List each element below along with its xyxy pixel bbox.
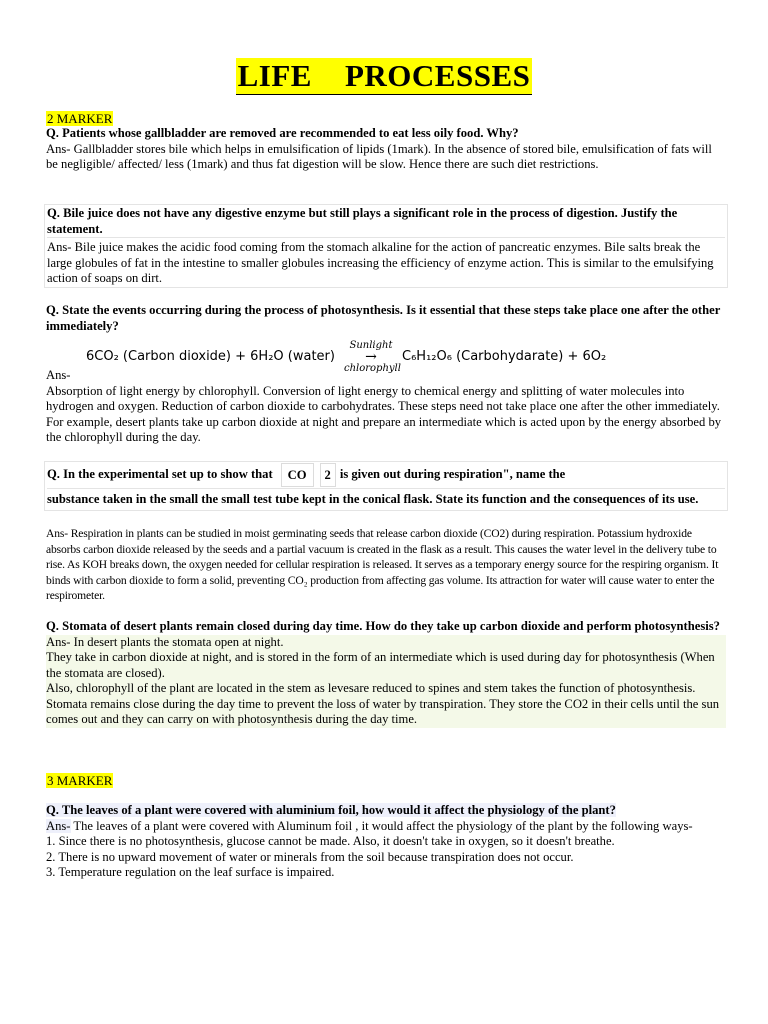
- equation-condition-top: Sunlight: [349, 340, 393, 351]
- answer-text: Absorption of light energy by chlorophyll. Conversion of light energy to chemical energy and splitting of water molecules into hydrogen and oxygen. Reduction of carbon dioxide to carbohydrates. These steps need not take place one after the other immediately. For example, desert plants take up carbon dioxide at night and prepare an intermediate which is acted upon by the energy absorbed by the chlorophyll during the day.: [46, 383, 722, 444]
- question-block-6: [46, 803, 726, 881]
- question-text-mid: is given out during respiration", name the: [339, 467, 566, 482]
- table-cell-subscript: 2: [320, 463, 336, 487]
- question-text: Q. Bile juice does not have any digestive enzyme but still plays a significant role in the process of digestion. Justify the statement.: [47, 206, 678, 236]
- answer-line: Ans- In desert plants the stomata open at night.: [46, 635, 726, 651]
- question-block-2: [44, 204, 728, 288]
- answer-line: Also, chlorophyll of the plant are located in the stem as levesare reduced to spines and stem takes the function of photosynthesis.: [46, 681, 726, 697]
- answer-line: Stomata remains close during the day time to prevent the loss of water by transpiration. They store the CO2 in their cells until the sun comes out and they can carry on with photosynthesis during the day time.: [46, 697, 726, 728]
- question-block-4: [44, 461, 728, 511]
- question-block-1: [46, 126, 726, 173]
- question-text: Q. The leaves of a plant were covered with aluminium foil, how would it affect the physiology of the plant?: [46, 803, 616, 817]
- answer-text: Ans- Gallbladder stores bile which helps in emulsification of lipids (1mark). In the absence of stored bile, emulsification of fats will be negligible/ affected/ less (1mark) and thus fat digestion will be slow. Hence there are such diet restrictions.: [46, 141, 712, 171]
- question-text: Q. Stomata of desert plants remain closed during day time. How do they take up carbon dioxide and perform photosynthesis?: [46, 619, 720, 633]
- list-item: 1. Since there is no photosynthesis, glucose cannot be made. Also, it doesn't take in oxygen, so it doesn't breathe.: [46, 834, 615, 848]
- answer-text: Ans- Respiration in plants can be studied in moist germinating seeds that release carbon dioxide (CO2) during respiration. Potassium hydroxide absorbs carbon dioxide released by the seeds and a partial vacuum is created in the flask as a result. This causes the water level in the delivery tube to rise. As KOH breaks down, the oxygen needed for cellular respiration is released. It serves as a temporary energy source for the respiring organism. It binds with carbon dioxide to form a solid, preventing CO₂ production from affecting gas volume. Its attraction for water will cause water to enter the respirometer.: [46, 527, 719, 602]
- question-line: [47, 462, 725, 488]
- equation-products: C₆H₁₂O₆ (Carbohydarate) + 6O₂: [402, 349, 607, 364]
- answer-label: Ans-: [46, 818, 71, 833]
- section-label-3-marker: 3 MARKER: [47, 773, 113, 788]
- page-title: LIFE PROCESSES: [237, 58, 531, 93]
- arrow-icon: →: [365, 349, 377, 365]
- answer-text: Ans- Bile juice makes the acidic food coming from the stomach alkaline for the action of pancreatic enzymes. Bile salts break the large globules of fat in the intestine to smaller globules increasing the efficiency of enzyme action. This is similar to the emulsifying action of soaps on dirt.: [47, 237, 725, 287]
- question-text: Q. Patients whose gallbladder are removed are recommended to eat less oily food. Why?: [46, 126, 519, 140]
- list-item: 3. Temperature regulation on the leaf surface is impaired.: [46, 865, 335, 879]
- table-cell-co: CO: [281, 463, 314, 487]
- answer-label: Ans-: [46, 368, 71, 382]
- answer-block-4: [46, 526, 726, 604]
- question-text-start: Q. In the experimental set up to show that: [47, 467, 273, 482]
- question-text-rest: substance taken in the small the small test tube kept in the conical flask. State its function and the consequences of its use.: [47, 488, 725, 510]
- equation-condition-bottom: chlorophyll: [344, 363, 401, 374]
- question-block-3: [46, 303, 726, 334]
- answer-block-3: [46, 368, 726, 446]
- answer-intro: [46, 819, 726, 835]
- equation-reactants: 6CO₂ (Carbon dioxide) + 6H₂O (water): [86, 349, 335, 364]
- question-text: Q. State the events occurring during the process of photosynthesis. Is it essential that these steps take place one after the other immediately?: [46, 303, 721, 333]
- answer-text: The leaves of a plant were covered with Aluminum foil , it would affect the physiology of the plant by the following ways-: [70, 818, 693, 833]
- question-block-5: [46, 619, 726, 728]
- title-container: [0, 58, 768, 95]
- answer-line: They take in carbon dioxide at night, and is stored in the form of an intermediate which is used during day for photosynthesis (When the stomata are closed).: [46, 650, 726, 681]
- section-label-2-marker: 2 MARKER: [47, 111, 113, 126]
- list-item: 2. There is no upward movement of water or minerals from the soil because transpiration does not occur.: [46, 849, 574, 864]
